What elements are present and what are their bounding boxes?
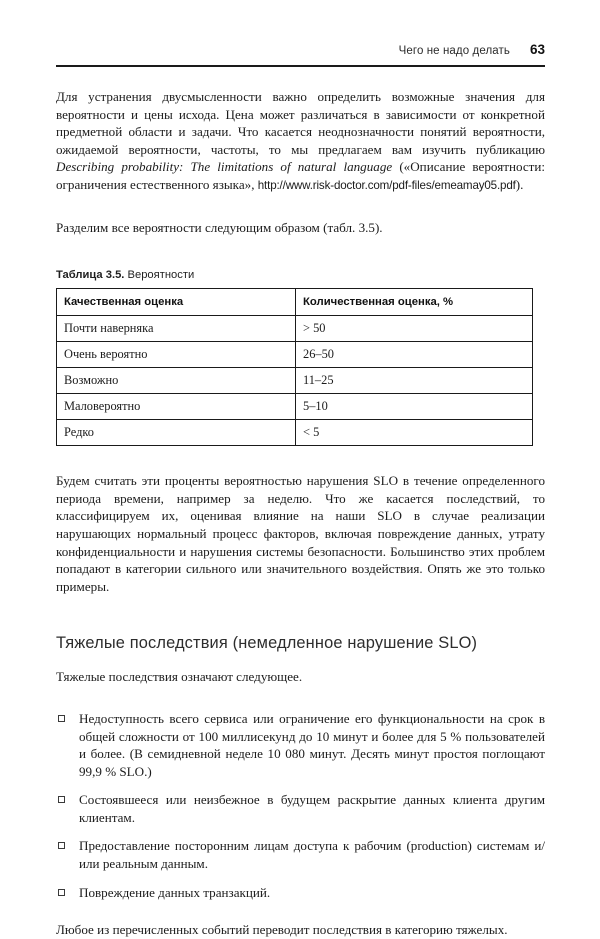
list-item-text: Предоставление посторонним лицам доступа к рабочим (production) системам и/или реальным данным. (79, 838, 545, 872)
table-cell-quantitative: < 5 (296, 420, 533, 446)
running-head-title: Чего не надо делать (398, 45, 510, 57)
spacer (56, 901, 545, 921)
severe-consequences-list (56, 710, 545, 901)
table-cell-qualitative: Редко (57, 420, 296, 446)
page-number: 63 (529, 42, 545, 57)
spacer (56, 249, 545, 269)
list-item-text: Недоступность всего сервиса или ограничение его функциональности на срок в общей сложности от 100 миллисекунд до 10 минут и более для 5 % пользователей и более. (В семидневной неделе 10 080 минут. Десять минут простоя поглощают 99,9 % SLO.) (79, 710, 545, 779)
spacer (56, 208, 545, 219)
table-cell-quantitative: > 50 (296, 316, 533, 342)
list-item (56, 791, 545, 826)
table-row (57, 316, 533, 342)
paragraph-intro-mid: («Описание вероятности: ограничения естественного языка», (56, 159, 546, 192)
list-item (56, 710, 545, 780)
table-caption (56, 269, 545, 281)
paragraph-divide: Разделим все вероятности следующим образом (табл. 3.5). (56, 219, 383, 235)
list-item (56, 884, 545, 902)
publication-title: Describing probability: The limitations of natural language (56, 159, 393, 175)
table-cell-quantitative: 11–25 (296, 368, 533, 394)
table-header-row (57, 289, 533, 316)
table-cell-qualitative: Очень вероятно (57, 342, 296, 368)
publication-url: http://www.risk-doctor.com/pdf-files/emeamay05.pdf (257, 178, 516, 192)
table-caption-text: Вероятности (127, 269, 195, 282)
square-bullet-icon (58, 796, 65, 803)
table-row (57, 342, 533, 368)
table-row (57, 394, 533, 420)
square-bullet-icon (58, 842, 65, 849)
list-item (56, 837, 545, 872)
page-content (56, 88, 545, 939)
table-caption-number: Таблица 3.5. (56, 269, 125, 282)
spacer (56, 699, 545, 710)
paragraph-severe-intro: Тяжелые последствия означают следующее. (56, 669, 303, 685)
table-cell-quantitative: 26–50 (296, 342, 533, 368)
section-heading: Тяжелые последствия (немедленное нарушение SLO) (56, 634, 478, 653)
paragraph-intro-tail: ). (515, 176, 524, 192)
table-row (57, 368, 533, 394)
paragraph-intro-lead: Для устранения двусмысленности важно определить возможные значения для вероятности и цены исхода. Цена может различаться в зависимости от конкретной предметной области и задачи. Что касается неоднозначности понятий вероятности, ожидаемой вероятности, частоты, то мы предлагаем вам изучить публикацию (56, 89, 545, 157)
paragraph-after-table: Будем считать эти проценты вероятностью нарушения SLO в течение определенного периода времени, например за неделю. Что же касается последствий, то классифицируем их, оценивая влияние на наши SLO в случае реализации нарушающих нормальный процесс факторов, включая повреждение данных, утрату конфиденциальности и нарушения системы безопасности. Большинство этих проблем попадают в категории сильного или значительного воздействия. Опять же это только примеры. (56, 473, 545, 594)
table-cell-qualitative: Почти наверняка (57, 316, 296, 342)
table-cell-quantitative: 5–10 (296, 394, 533, 420)
square-bullet-icon (58, 715, 65, 722)
spacer (56, 608, 545, 634)
table-cell-qualitative: Возможно (57, 368, 296, 394)
table-row (57, 420, 533, 446)
list-item-text: Повреждение данных транзакций. (79, 884, 271, 900)
table-column-header-quantitative: Количественная оценка, % (296, 289, 533, 316)
spacer (56, 446, 545, 472)
paragraph-closing: Любое из перечисленных событий переводит последствия в категорию тяжелых. (56, 922, 508, 938)
table-column-header-qualitative: Качественная оценка (57, 289, 296, 316)
table-cell-qualitative: Маловероятно (57, 394, 296, 420)
header-divider (56, 65, 545, 67)
running-head (56, 42, 545, 57)
probability-table (56, 288, 533, 446)
list-item-text: Состоявшееся или неизбежное в будущем раскрытие данных клиента другим клиентам. (79, 792, 545, 825)
paragraph-intro (56, 88, 545, 195)
square-bullet-icon (58, 889, 65, 896)
